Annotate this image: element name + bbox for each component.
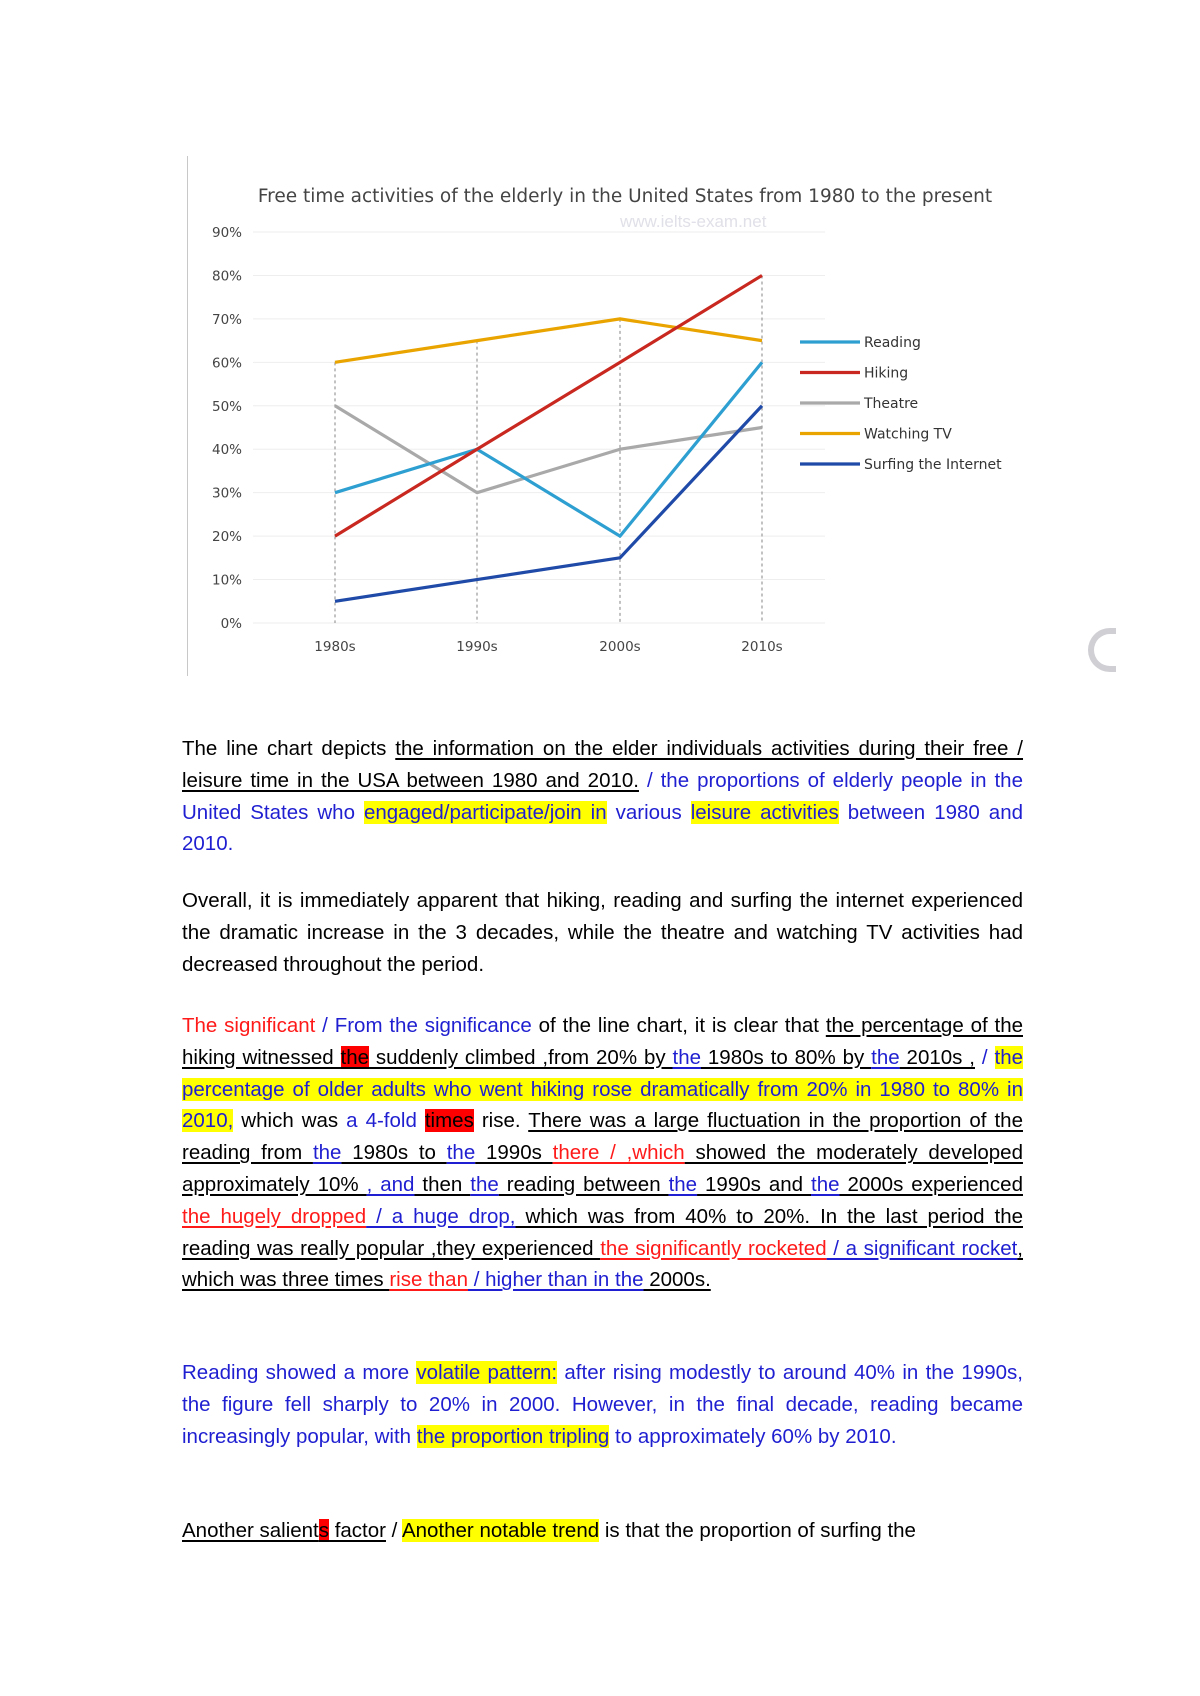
y-tick-label: 90%	[211, 225, 242, 241]
correction-text: Reading showed a more	[182, 1361, 417, 1384]
underlined-text: Another salient	[182, 1519, 319, 1542]
text-span: /	[385, 1519, 402, 1542]
legend-label: Theatre	[864, 396, 919, 412]
underlined-text: factor	[329, 1519, 386, 1542]
red-highlight-error: s	[318, 1519, 330, 1542]
text-span: rise.	[473, 1109, 529, 1133]
y-tick-label: 70%	[211, 311, 242, 328]
y-tick-label: 0%	[220, 616, 242, 632]
correction-text: between 1980 and 2010.	[182, 800, 1023, 856]
underlined-text: the information on the elder individuals activities during their free / leisure time in the USA between 1980 and 2010.	[182, 737, 1024, 792]
x-tick-label: 2000s	[599, 639, 641, 655]
paragraph-body-1	[182, 1010, 1023, 1296]
text-span	[417, 1109, 425, 1132]
chart-watermark: www.ielts-exam.net	[620, 212, 767, 231]
underlined-text: showed the moderately developed approximately 10%	[182, 1141, 1023, 1196]
y-tick-label: 40%	[211, 442, 242, 459]
correction-text: to approximately 60% by 2010.	[609, 1424, 897, 1448]
correction-text: the	[672, 1045, 701, 1069]
chart-title: Free time activities of the elderly in the United States from 1980 to the present	[257, 186, 993, 207]
chart-svg	[185, 155, 1110, 680]
legend-label: Watching TV	[864, 426, 952, 443]
correction-text: the	[446, 1141, 476, 1165]
correction-text: / a huge drop,	[366, 1204, 516, 1228]
legend-label: Reading	[864, 335, 921, 351]
underlined-text: reading between	[498, 1172, 669, 1196]
x-tick-label: 1990s	[456, 639, 498, 655]
x-tick-label: 2010s	[741, 639, 783, 655]
correction-text: after rising modestly to around 40% in the 1990s, the figure fell sharply to 20% in 2000. However, in the final decade, reading became increasingly popular, with	[182, 1361, 1023, 1448]
error-text: the significantly rocketed	[600, 1236, 827, 1260]
paragraph-body-3	[182, 1515, 1023, 1547]
highlighted-correction: leisure activities	[690, 800, 839, 824]
y-tick-label: 80%	[211, 268, 242, 285]
y-tick-label: 20%	[211, 529, 242, 546]
underlined-text: 2000s experienced	[839, 1172, 1023, 1196]
underlined-text: 2000s.	[643, 1268, 711, 1292]
highlighted-correction: the proportion tripling	[416, 1424, 610, 1448]
correction-text: /	[975, 1045, 995, 1069]
error-text: there / ,which	[552, 1141, 685, 1165]
correction-text: / From the significance	[315, 1014, 532, 1037]
correction-text: the	[811, 1172, 840, 1196]
highlighted-correction: volatile pattern:	[416, 1361, 558, 1384]
underlined-text: 1980s to	[341, 1141, 447, 1165]
text-span: of the line chart, it is clear that	[531, 1014, 826, 1037]
correction-text: , and	[366, 1172, 415, 1196]
paragraph-overview	[182, 885, 1023, 980]
underlined-text: 1990s	[475, 1141, 553, 1165]
series-line-watching-tv	[335, 319, 762, 362]
error-text: rise than	[389, 1268, 468, 1292]
legend-label: Hiking	[864, 365, 909, 382]
error-text: the hugely dropped	[182, 1204, 367, 1228]
correction-text: a 4-fold	[346, 1109, 417, 1133]
legend-label: Surfing the Internet	[864, 457, 1002, 473]
y-tick-label: 60%	[211, 355, 242, 372]
text-span: Overall, it is immediately apparent that hiking, reading and surfing the internet experienced the dramatic increase in the 3 decades, while the theatre and watching TV activities had decreased throughout the period.	[182, 889, 1023, 976]
underlined-text: There was a large fluctuation in the proportion of the reading from	[182, 1109, 1023, 1165]
y-tick-label: 50%	[211, 398, 242, 415]
highlighted-correction: engaged/participate/join in	[363, 800, 607, 824]
underlined-text: 2010s ,	[899, 1045, 975, 1069]
correction-text: / a significant rocket	[826, 1236, 1018, 1260]
highlighted-correction: the percentage of older adults who went hiking rose dramatically from 20% in 1980 to 80% in 2010,	[182, 1045, 1023, 1133]
underlined-text: , which was three times	[182, 1236, 1023, 1292]
text-span: is that the proportion of surfing the	[599, 1519, 916, 1542]
text-span: which was	[233, 1109, 347, 1133]
underlined-text: 1990s and	[697, 1172, 812, 1196]
correction-text: / the proportions of elderly people in the United States who	[182, 768, 1023, 824]
red-highlight-error: times	[424, 1109, 474, 1133]
series-line-surfing-the-internet	[335, 406, 762, 602]
underlined-text: then	[414, 1172, 471, 1196]
correction-text: the	[470, 1172, 499, 1196]
line-chart	[185, 155, 1110, 680]
paragraph-intro	[182, 733, 1023, 860]
highlighted-correction: Another notable trend	[401, 1519, 600, 1542]
correction-text: the	[871, 1045, 900, 1069]
correction-text: the	[668, 1172, 698, 1196]
error-text: The significant	[182, 1014, 316, 1037]
red-highlight-error: the	[340, 1045, 370, 1069]
y-tick-label: 30%	[211, 485, 242, 502]
underlined-text: suddenly climbed ,from 20% by	[369, 1045, 673, 1069]
paragraph-body-2	[182, 1357, 1023, 1452]
underlined-text: 1980s to 80% by	[701, 1045, 872, 1069]
correction-text: / higher than in the	[468, 1268, 644, 1292]
x-tick-label: 1980s	[314, 639, 356, 655]
correction-text: the	[312, 1141, 342, 1165]
y-tick-label: 10%	[211, 572, 242, 589]
underlined-text: the percentage of the hiking witnessed	[182, 1014, 1023, 1069]
text-span: The line chart depicts	[182, 737, 396, 760]
underlined-text: which was from 40% to 20%. In the last period the reading was really popular ,they experienced	[182, 1204, 1023, 1260]
correction-text: various	[606, 800, 691, 824]
